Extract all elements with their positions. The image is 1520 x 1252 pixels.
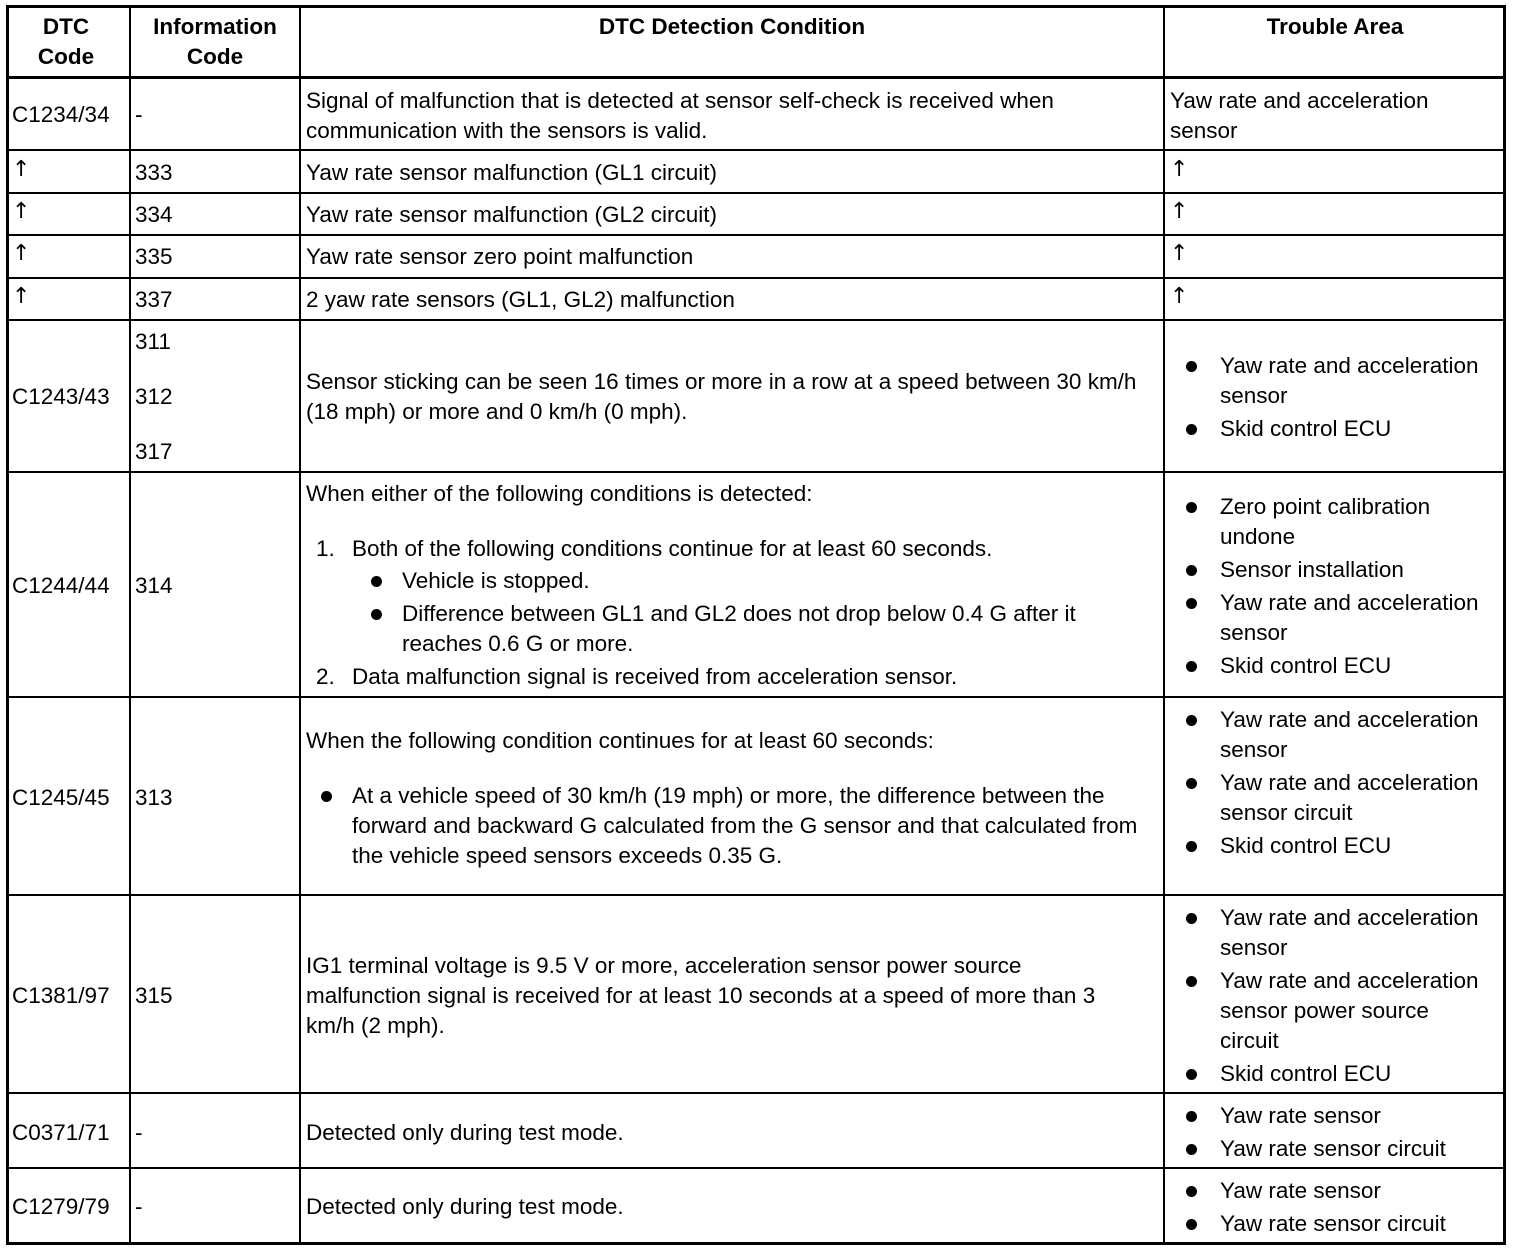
trouble-item: Yaw rate sensor [1166, 1101, 1486, 1131]
dtc-code: C0371/71 [12, 1120, 110, 1145]
trouble-item: Yaw rate and acceleration sensor [1166, 351, 1486, 411]
same-as-above-arrow: ↑ [12, 284, 31, 309]
step-text: Both of the following conditions continue for at least 60 seconds. [352, 536, 993, 561]
information-code: 317 [135, 439, 173, 464]
information-code: 334 [135, 202, 173, 227]
step-text: Data malfunction signal is received from acceleration sensor. [352, 664, 958, 689]
sub-condition: Difference between GL1 and GL2 does not drop below 0.4 G after it reaches 0.6 G or more. [352, 599, 1158, 659]
header-trouble-area: Trouble Area [1266, 14, 1404, 39]
trouble-item: Yaw rate and acceleration sensor power source circuit [1166, 966, 1486, 1056]
trouble-area [1166, 351, 1486, 447]
header-divider [9, 76, 1503, 79]
condition-intro: When either of the following conditions is detected: [306, 481, 813, 506]
trouble-item: Yaw rate and acceleration sensor [1166, 588, 1486, 648]
detection-condition: Sensor sticking can be seen 16 times or more in a row at a speed between 30 km/h (18 mph) or more and 0 km/h (0 mph). [306, 369, 1137, 424]
row-divider [9, 1092, 1503, 1094]
trouble-item: Skid control ECU [1166, 651, 1486, 681]
detection-condition: Detected only during test mode. [306, 1194, 624, 1219]
row-divider [9, 234, 1503, 236]
row-divider [9, 319, 1503, 321]
dtc-code: C1244/44 [12, 573, 110, 598]
dtc-code: C1381/97 [12, 983, 110, 1008]
same-as-above-arrow: ↑ [1170, 157, 1189, 182]
detection-condition: Signal of malfunction that is detected at sensor self-check is received when communication with the sensors is valid. [306, 88, 1054, 143]
information-code: - [135, 1194, 143, 1219]
information-code: 333 [135, 160, 173, 185]
same-as-above-arrow: ↑ [12, 157, 31, 182]
same-as-above-arrow: ↑ [1170, 241, 1189, 266]
same-as-above-arrow: ↑ [1170, 284, 1189, 309]
condition-step [302, 534, 1158, 659]
condition-item: At a vehicle speed of 30 km/h (19 mph) or more, the difference between the forward and backward G calculated from the G sensor and that calculated from the vehicle speed sensors exceeds 0.35 G. [302, 781, 1158, 871]
step-number: 2. [316, 664, 335, 689]
information-code: 315 [135, 983, 173, 1008]
row-divider [9, 696, 1503, 698]
trouble-item: Yaw rate sensor [1166, 1176, 1486, 1206]
trouble-area [1166, 492, 1486, 684]
detection-condition: 2 yaw rate sensors (GL1, GL2) malfunction [306, 287, 735, 312]
trouble-area [1166, 1176, 1486, 1242]
sub-condition: Vehicle is stopped. [352, 566, 1158, 596]
information-code: - [135, 1120, 143, 1145]
information-code: 312 [135, 384, 173, 409]
row-divider [9, 277, 1503, 279]
detection-condition: IG1 terminal voltage is 9.5 V or more, acceleration sensor power source malfunction signal is received for at least 10 seconds at a speed of more than 3 km/h (2 mph). [306, 953, 1096, 1038]
trouble-area [1166, 705, 1486, 864]
information-code: 313 [135, 785, 173, 810]
header-information-code: Information Code [153, 14, 277, 69]
information-code: 337 [135, 287, 173, 312]
trouble-item: Yaw rate and acceleration sensor [1166, 705, 1486, 765]
trouble-item: Skid control ECU [1166, 1059, 1486, 1089]
detection-condition [302, 479, 1158, 692]
row-divider [9, 894, 1503, 896]
same-as-above-arrow: ↑ [12, 199, 31, 224]
information-code: - [135, 102, 143, 127]
dtc-code: C1245/45 [12, 785, 110, 810]
row-divider [9, 1167, 1503, 1169]
dtc-code: C1234/34 [12, 102, 110, 127]
dtc-code: C1279/79 [12, 1194, 110, 1219]
trouble-item: Sensor installation [1166, 555, 1486, 585]
detection-condition [302, 726, 1158, 871]
trouble-area [1166, 903, 1486, 1092]
information-code: 314 [135, 573, 173, 598]
row-divider [9, 471, 1503, 473]
information-code: 311 [135, 329, 171, 354]
trouble-item: Skid control ECU [1166, 414, 1486, 444]
detection-condition: Yaw rate sensor malfunction (GL1 circuit) [306, 160, 717, 185]
trouble-item: Yaw rate and acceleration sensor circuit [1166, 768, 1486, 828]
header-dtc-code: DTC Code [37, 14, 95, 69]
trouble-item: Skid control ECU [1166, 831, 1486, 861]
trouble-area [1166, 1101, 1486, 1167]
row-divider [9, 192, 1503, 194]
trouble-item: Yaw rate and acceleration sensor [1166, 903, 1486, 963]
condition-step [302, 662, 1158, 692]
dtc-code: C1243/43 [12, 384, 110, 409]
information-code: 335 [135, 244, 173, 269]
condition-intro: When the following condition continues for at least 60 seconds: [306, 728, 934, 753]
trouble-item: Yaw rate sensor circuit [1166, 1134, 1486, 1164]
trouble-area: Yaw rate and acceleration sensor [1170, 88, 1429, 143]
detection-condition: Yaw rate sensor malfunction (GL2 circuit) [306, 202, 717, 227]
detection-condition: Detected only during test mode. [306, 1120, 624, 1145]
step-number: 1. [316, 536, 335, 561]
header-detection-condition: DTC Detection Condition [598, 14, 866, 39]
detection-condition: Yaw rate sensor zero point malfunction [306, 244, 694, 269]
trouble-item: Yaw rate sensor circuit [1166, 1209, 1486, 1239]
trouble-item: Zero point calibration undone [1166, 492, 1486, 552]
row-divider [9, 149, 1503, 151]
same-as-above-arrow: ↑ [12, 241, 31, 266]
same-as-above-arrow: ↑ [1170, 199, 1189, 224]
